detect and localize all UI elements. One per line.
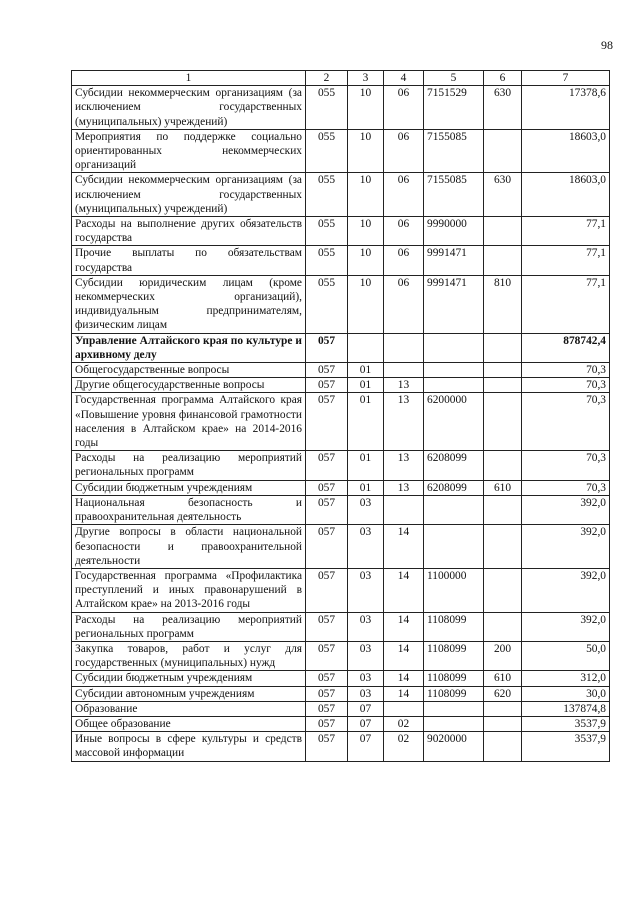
- target-article-cell: [424, 363, 484, 378]
- row-name-cell: Общее образование: [72, 716, 306, 731]
- subsection-cell: 13: [384, 378, 424, 393]
- page-number: 98: [601, 38, 613, 52]
- target-article-cell: 7155085: [424, 173, 484, 217]
- row-name-cell: Другие общегосударственные вопросы: [72, 378, 306, 393]
- expense-type-cell: [484, 333, 522, 362]
- row-name-cell: Прочие выплаты по обязательствам государства: [72, 246, 306, 275]
- subsection-cell: [384, 701, 424, 716]
- section-cell: 10: [348, 246, 384, 275]
- admin-code-cell: 055: [306, 275, 348, 333]
- admin-code-cell: 057: [306, 525, 348, 569]
- target-article-cell: [424, 333, 484, 362]
- subsection-cell: [384, 333, 424, 362]
- row-name-cell: Расходы на реализацию мероприятий региональных программ: [72, 451, 306, 480]
- amount-cell: 137874,8: [522, 701, 610, 716]
- row-name-cell: Образование: [72, 701, 306, 716]
- amount-cell: 3537,9: [522, 732, 610, 761]
- amount-cell: 17378,6: [522, 86, 610, 130]
- row-name-cell: Субсидии некоммерческим организациям (за исключением государственных (муниципальных) учреждений): [72, 173, 306, 217]
- target-article-cell: 9020000: [424, 732, 484, 761]
- admin-code-cell: 057: [306, 333, 348, 362]
- section-cell: 01: [348, 393, 384, 451]
- table-row: [72, 275, 610, 333]
- subsection-cell: 14: [384, 671, 424, 686]
- target-article-cell: 1108099: [424, 686, 484, 701]
- table-row: [72, 333, 610, 362]
- subsection-cell: [384, 495, 424, 524]
- expense-type-cell: 630: [484, 86, 522, 130]
- amount-cell: 70,3: [522, 480, 610, 495]
- admin-code-cell: 057: [306, 612, 348, 641]
- header-row: [72, 71, 610, 86]
- subsection-cell: 14: [384, 525, 424, 569]
- section-cell: 03: [348, 612, 384, 641]
- amount-cell: 70,3: [522, 363, 610, 378]
- table-row: [72, 363, 610, 378]
- target-article-cell: 6200000: [424, 393, 484, 451]
- subsection-cell: 02: [384, 716, 424, 731]
- row-name-cell: Субсидии бюджетным учреждениям: [72, 480, 306, 495]
- table-row: [72, 716, 610, 731]
- row-name-cell: Государственная программа Алтайского края «Повышение уровня финансовой грамотности населения в Алтайском крае» на 2014-2016 годы: [72, 393, 306, 451]
- amount-cell: 392,0: [522, 612, 610, 641]
- table-body: [72, 86, 610, 761]
- row-name-cell: Мероприятия по поддержке социально ориентированных некоммерческих организаций: [72, 129, 306, 173]
- admin-code-cell: 057: [306, 732, 348, 761]
- subsection-cell: 14: [384, 641, 424, 670]
- row-name-cell: Управление Алтайского края по культуре и архивному делу: [72, 333, 306, 362]
- table-row: [72, 129, 610, 173]
- expense-type-cell: 610: [484, 480, 522, 495]
- section-cell: 10: [348, 217, 384, 246]
- section-cell: 07: [348, 732, 384, 761]
- amount-cell: 77,1: [522, 246, 610, 275]
- row-name-cell: Субсидии автономным учреждениям: [72, 686, 306, 701]
- column-header: 1: [72, 71, 306, 86]
- target-article-cell: 6208099: [424, 451, 484, 480]
- subsection-cell: 06: [384, 275, 424, 333]
- target-article-cell: 1108099: [424, 641, 484, 670]
- amount-cell: 30,0: [522, 686, 610, 701]
- amount-cell: 18603,0: [522, 129, 610, 173]
- amount-cell: 878742,4: [522, 333, 610, 362]
- expense-type-cell: [484, 612, 522, 641]
- table-row: [72, 86, 610, 130]
- target-article-cell: 7155085: [424, 129, 484, 173]
- target-article-cell: [424, 378, 484, 393]
- target-article-cell: 6208099: [424, 480, 484, 495]
- admin-code-cell: 057: [306, 671, 348, 686]
- amount-cell: 70,3: [522, 393, 610, 451]
- table-row: [72, 246, 610, 275]
- amount-cell: 77,1: [522, 275, 610, 333]
- section-cell: 03: [348, 686, 384, 701]
- table-row: [72, 568, 610, 612]
- section-cell: 10: [348, 275, 384, 333]
- expense-type-cell: [484, 217, 522, 246]
- target-article-cell: 1100000: [424, 568, 484, 612]
- admin-code-cell: 055: [306, 173, 348, 217]
- expense-type-cell: 630: [484, 173, 522, 217]
- target-article-cell: 9991471: [424, 275, 484, 333]
- table-row: [72, 612, 610, 641]
- subsection-cell: 06: [384, 86, 424, 130]
- table-row: [72, 701, 610, 716]
- expense-type-cell: [484, 495, 522, 524]
- column-header: 2: [306, 71, 348, 86]
- table-row: [72, 480, 610, 495]
- column-header: 6: [484, 71, 522, 86]
- admin-code-cell: 057: [306, 480, 348, 495]
- admin-code-cell: 057: [306, 495, 348, 524]
- expense-type-cell: [484, 129, 522, 173]
- row-name-cell: Национальная безопасность и правоохранительная деятельность: [72, 495, 306, 524]
- section-cell: 01: [348, 363, 384, 378]
- table-row: [72, 495, 610, 524]
- admin-code-cell: 057: [306, 393, 348, 451]
- target-article-cell: 1108099: [424, 612, 484, 641]
- expense-type-cell: [484, 378, 522, 393]
- row-name-cell: Другие вопросы в области национальной безопасности и правоохранительной деятельности: [72, 525, 306, 569]
- amount-cell: 77,1: [522, 217, 610, 246]
- subsection-cell: 13: [384, 480, 424, 495]
- section-cell: 03: [348, 671, 384, 686]
- target-article-cell: 7151529: [424, 86, 484, 130]
- table-row: [72, 393, 610, 451]
- expense-type-cell: [484, 363, 522, 378]
- expense-type-cell: 200: [484, 641, 522, 670]
- admin-code-cell: 057: [306, 378, 348, 393]
- expense-type-cell: [484, 701, 522, 716]
- subsection-cell: 13: [384, 451, 424, 480]
- amount-cell: 18603,0: [522, 173, 610, 217]
- expense-type-cell: [484, 451, 522, 480]
- expense-type-cell: [484, 716, 522, 731]
- table-row: [72, 671, 610, 686]
- admin-code-cell: 057: [306, 641, 348, 670]
- amount-cell: 392,0: [522, 495, 610, 524]
- admin-code-cell: 057: [306, 568, 348, 612]
- amount-cell: 70,3: [522, 451, 610, 480]
- expense-type-cell: 620: [484, 686, 522, 701]
- expense-type-cell: 810: [484, 275, 522, 333]
- subsection-cell: 14: [384, 686, 424, 701]
- admin-code-cell: 057: [306, 363, 348, 378]
- row-name-cell: Расходы на выполнение других обязательств государства: [72, 217, 306, 246]
- section-cell: 10: [348, 129, 384, 173]
- table-row: [72, 525, 610, 569]
- expense-type-cell: [484, 568, 522, 612]
- amount-cell: 392,0: [522, 568, 610, 612]
- subsection-cell: 06: [384, 173, 424, 217]
- subsection-cell: 14: [384, 612, 424, 641]
- row-name-cell: Общегосударственные вопросы: [72, 363, 306, 378]
- section-cell: 01: [348, 451, 384, 480]
- subsection-cell: 14: [384, 568, 424, 612]
- subsection-cell: 02: [384, 732, 424, 761]
- admin-code-cell: 057: [306, 686, 348, 701]
- admin-code-cell: 055: [306, 129, 348, 173]
- column-header: 4: [384, 71, 424, 86]
- amount-cell: 70,3: [522, 378, 610, 393]
- table-row: [72, 732, 610, 761]
- section-cell: 03: [348, 495, 384, 524]
- column-header: 3: [348, 71, 384, 86]
- subsection-cell: 06: [384, 129, 424, 173]
- table-row: [72, 378, 610, 393]
- section-cell: 03: [348, 641, 384, 670]
- section-cell: 07: [348, 701, 384, 716]
- column-header: 7: [522, 71, 610, 86]
- subsection-cell: [384, 363, 424, 378]
- section-cell: 01: [348, 480, 384, 495]
- subsection-cell: 06: [384, 246, 424, 275]
- row-name-cell: Закупка товаров, работ и услуг для государственных (муниципальных) нужд: [72, 641, 306, 670]
- row-name-cell: Субсидии юридическим лицам (кроме некоммерческих организаций), индивидуальным предпринимателям, физическим лицам: [72, 275, 306, 333]
- expense-type-cell: [484, 246, 522, 275]
- amount-cell: 312,0: [522, 671, 610, 686]
- admin-code-cell: 055: [306, 217, 348, 246]
- section-cell: [348, 333, 384, 362]
- admin-code-cell: 057: [306, 451, 348, 480]
- expense-type-cell: [484, 525, 522, 569]
- table-row: [72, 173, 610, 217]
- amount-cell: 3537,9: [522, 716, 610, 731]
- target-article-cell: [424, 495, 484, 524]
- table-row: [72, 686, 610, 701]
- column-header: 5: [424, 71, 484, 86]
- row-name-cell: Государственная программа «Профилактика преступлений и иных правонарушений в Алтайском крае» на 2013-2016 годы: [72, 568, 306, 612]
- admin-code-cell: 057: [306, 716, 348, 731]
- section-cell: 10: [348, 86, 384, 130]
- admin-code-cell: 057: [306, 701, 348, 716]
- section-cell: 03: [348, 568, 384, 612]
- expense-type-cell: 610: [484, 671, 522, 686]
- section-cell: 01: [348, 378, 384, 393]
- section-cell: 07: [348, 716, 384, 731]
- row-name-cell: Иные вопросы в сфере культуры и средств массовой информации: [72, 732, 306, 761]
- target-article-cell: 1108099: [424, 671, 484, 686]
- admin-code-cell: 055: [306, 246, 348, 275]
- row-name-cell: Расходы на реализацию мероприятий региональных программ: [72, 612, 306, 641]
- target-article-cell: 9991471: [424, 246, 484, 275]
- amount-cell: 50,0: [522, 641, 610, 670]
- row-name-cell: Субсидии бюджетным учреждениям: [72, 671, 306, 686]
- section-cell: 10: [348, 173, 384, 217]
- expense-type-cell: [484, 732, 522, 761]
- target-article-cell: [424, 716, 484, 731]
- target-article-cell: 9990000: [424, 217, 484, 246]
- target-article-cell: [424, 525, 484, 569]
- section-cell: 03: [348, 525, 384, 569]
- table-row: [72, 641, 610, 670]
- expense-type-cell: [484, 393, 522, 451]
- subsection-cell: 06: [384, 217, 424, 246]
- target-article-cell: [424, 701, 484, 716]
- amount-cell: 392,0: [522, 525, 610, 569]
- admin-code-cell: 055: [306, 86, 348, 130]
- table-row: [72, 451, 610, 480]
- table-row: [72, 217, 610, 246]
- row-name-cell: Субсидии некоммерческим организациям (за исключением государственных (муниципальных) учреждений): [72, 86, 306, 130]
- subsection-cell: 13: [384, 393, 424, 451]
- budget-table: [71, 70, 610, 762]
